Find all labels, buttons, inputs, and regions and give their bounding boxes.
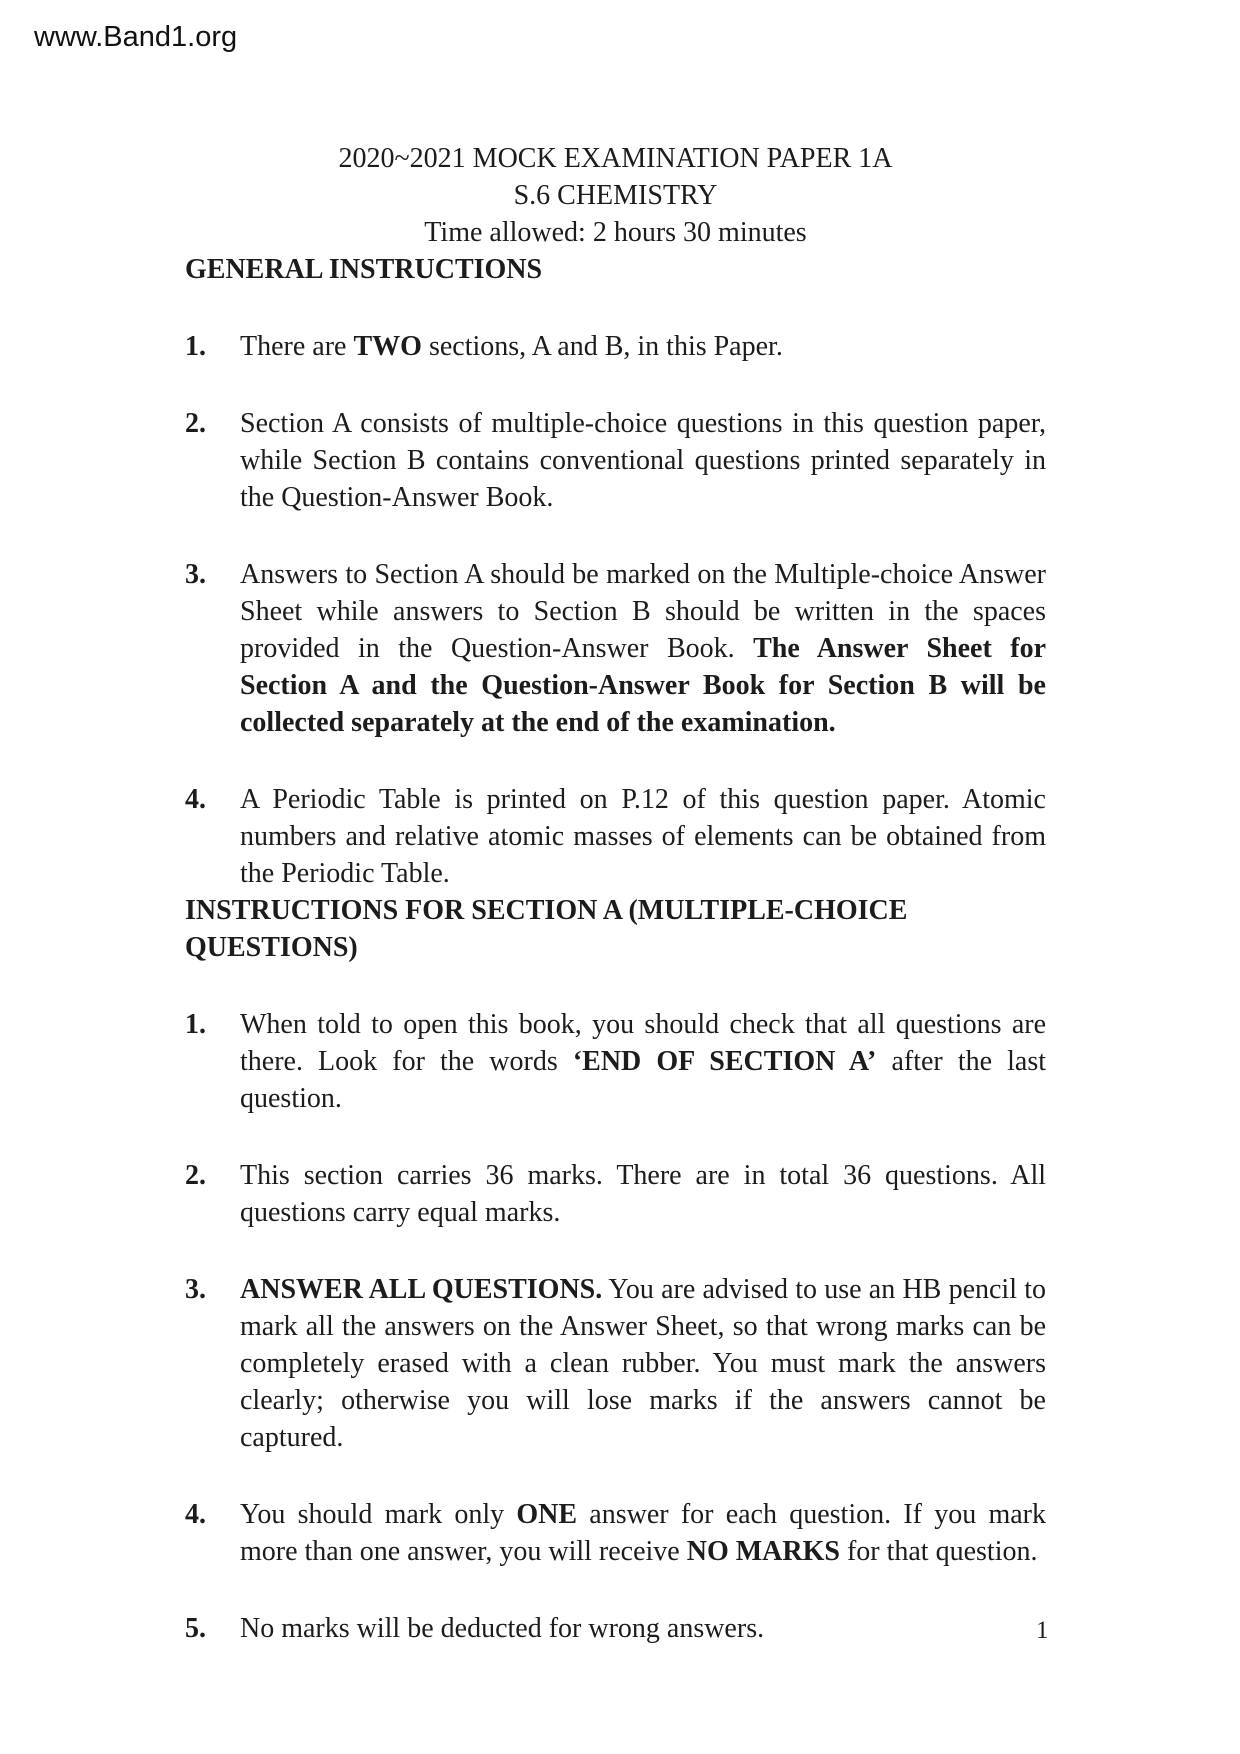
subject-title: S.6 CHEMISTRY <box>513 180 718 211</box>
item-number: 4. <box>185 784 206 815</box>
instruction-item <box>185 328 1046 365</box>
item-text: ANSWER ALL QUESTIONS. You are advised to use an HB pencil to mark all the answers on the Answer Sheet, so that wrong marks can be completely erased with a clean rubber. You must mark the answers clearly; otherwise you will lose marks if the answers cannot be captured. <box>240 1274 1046 1453</box>
section-a-instructions-list <box>185 1006 1046 1647</box>
item-text: This section carries 36 marks. There are in total 36 questions. All questions carry equal marks. <box>240 1160 1046 1228</box>
page-number: 1 <box>1036 1617 1049 1644</box>
item-number: 1. <box>185 331 206 362</box>
instruction-item <box>185 1006 1046 1117</box>
item-text: When told to open this book, you should check that all questions are there. Look for the words ‘END OF SECTION A’ after the last question. <box>240 1009 1047 1114</box>
item-text: A Periodic Table is printed on P.12 of this question paper. Atomic numbers and relative atomic masses of elements can be obtained from the Periodic Table. <box>240 784 1046 889</box>
instruction-item <box>185 1610 1046 1647</box>
instruction-item <box>185 556 1046 741</box>
exam-title: 2020~2021 MOCK EXAMINATION PAPER 1A <box>338 143 893 174</box>
item-number: 5. <box>185 1613 206 1644</box>
item-number: 3. <box>185 1274 206 1305</box>
instruction-item <box>185 781 1046 892</box>
site-url: www.Band1.org <box>34 21 238 53</box>
instruction-item <box>185 1157 1046 1231</box>
section-a-instructions-heading: INSTRUCTIONS FOR SECTION A (MULTIPLE-CHOICE QUESTIONS) <box>185 895 908 963</box>
item-number: 3. <box>185 559 206 590</box>
instruction-item <box>185 1271 1046 1456</box>
instruction-item <box>185 405 1046 516</box>
item-text: Answers to Section A should be marked on the Multiple-choice Answer Sheet while answers to Section B should be written in the spaces provided in the Question-Answer Book. The Answer Sheet for Section A and the Question-Answer Book for Section B will be collected separately at the end of the examination. <box>240 559 1046 738</box>
item-text: No marks will be deducted for wrong answers. <box>240 1613 765 1644</box>
item-number: 4. <box>185 1499 206 1530</box>
item-number: 2. <box>185 408 206 439</box>
exam-title-block <box>185 140 1046 251</box>
item-number: 1. <box>185 1009 206 1040</box>
general-instructions-heading: GENERAL INSTRUCTIONS <box>185 254 543 285</box>
time-allowed: Time allowed: 2 hours 30 minutes <box>424 217 807 248</box>
general-instructions-list <box>185 328 1046 892</box>
item-text: There are TWO sections, A and B, in this Paper. <box>240 331 783 362</box>
item-number: 2. <box>185 1160 206 1191</box>
item-text: Section A consists of multiple-choice questions in this question paper, while Section B contains conventional questions printed separately in the Question-Answer Book. <box>240 408 1046 513</box>
item-text: You should mark only ONE answer for each question. If you mark more than one answer, you will receive NO MARKS for that question. <box>240 1499 1046 1567</box>
instruction-item <box>185 1496 1046 1570</box>
